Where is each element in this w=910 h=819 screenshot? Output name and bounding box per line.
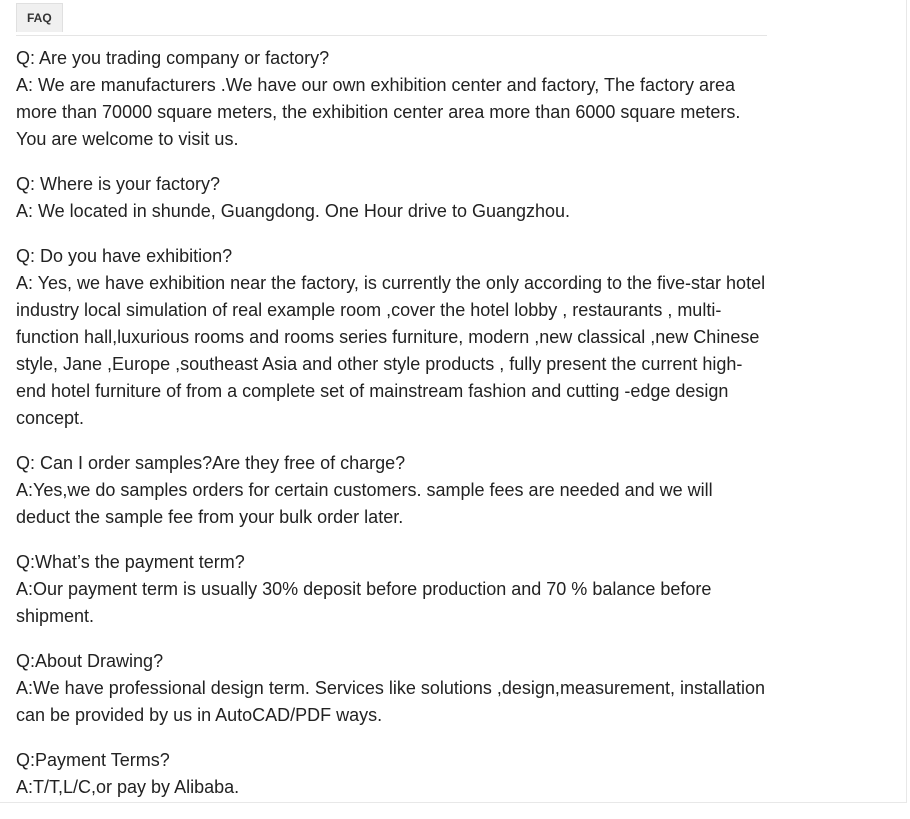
faq-item (16, 171, 768, 225)
faq-item (16, 549, 768, 630)
faq-answer: A: We are manufacturers .We have our own exhibition center and factory, The factory area more than 70000 square meters, the exhibition center area more than 6000 square meters. You are welcome to visit us. (16, 75, 741, 149)
faq-question: Q: Where is your factory? (16, 174, 221, 194)
faq-answer: A:Yes,we do samples orders for certain customers. sample fees are needed and we will deduct the sample fee from your bulk order later. (16, 480, 713, 527)
faq-question: Q:About Drawing? (16, 651, 164, 671)
tab-faq[interactable]: FAQ (16, 3, 63, 32)
faq-item (16, 243, 768, 432)
faq-question: Q: Can I order samples?Are they free of charge? (16, 453, 406, 473)
faq-item (16, 747, 768, 801)
faq-question: Q: Are you trading company or factory? (16, 48, 330, 68)
faq-question: Q:Payment Terms? (16, 750, 170, 770)
faq-item (16, 450, 768, 531)
faq-answer: A:Our payment term is usually 30% deposit before production and 70 % balance before shipment. (16, 579, 712, 626)
faq-question: Q: Do you have exhibition? (16, 246, 233, 266)
faq-content (16, 45, 768, 819)
faq-question: Q:What’s the payment term? (16, 552, 245, 572)
faq-answer: A: We located in shunde, Guangdong. One Hour drive to Guangzhou. (16, 201, 571, 221)
faq-item (16, 648, 768, 729)
faq-answer: A:T/T,L/C,or pay by Alibaba. (16, 777, 240, 797)
faq-answer: A: Yes, we have exhibition near the factory, is currently the only according to the five-star hotel industry local simulation of real example room ,cover the hotel lobby , restaurants , multi-function hall,luxurious rooms and rooms series furniture, modern ,new classical ,new Chinese style, Jane ,Europe ,southeast Asia and other style products , fully present the current high-end hotel furniture of from a complete set of mainstream fashion and cutting -edge design concept. (16, 273, 766, 428)
faq-item (16, 45, 768, 153)
faq-answer: A:We have professional design term. Services like solutions ,design,measurement, installation can be provided by us in AutoCAD/PDF ways. (16, 678, 766, 725)
tab-bar (16, 3, 767, 36)
